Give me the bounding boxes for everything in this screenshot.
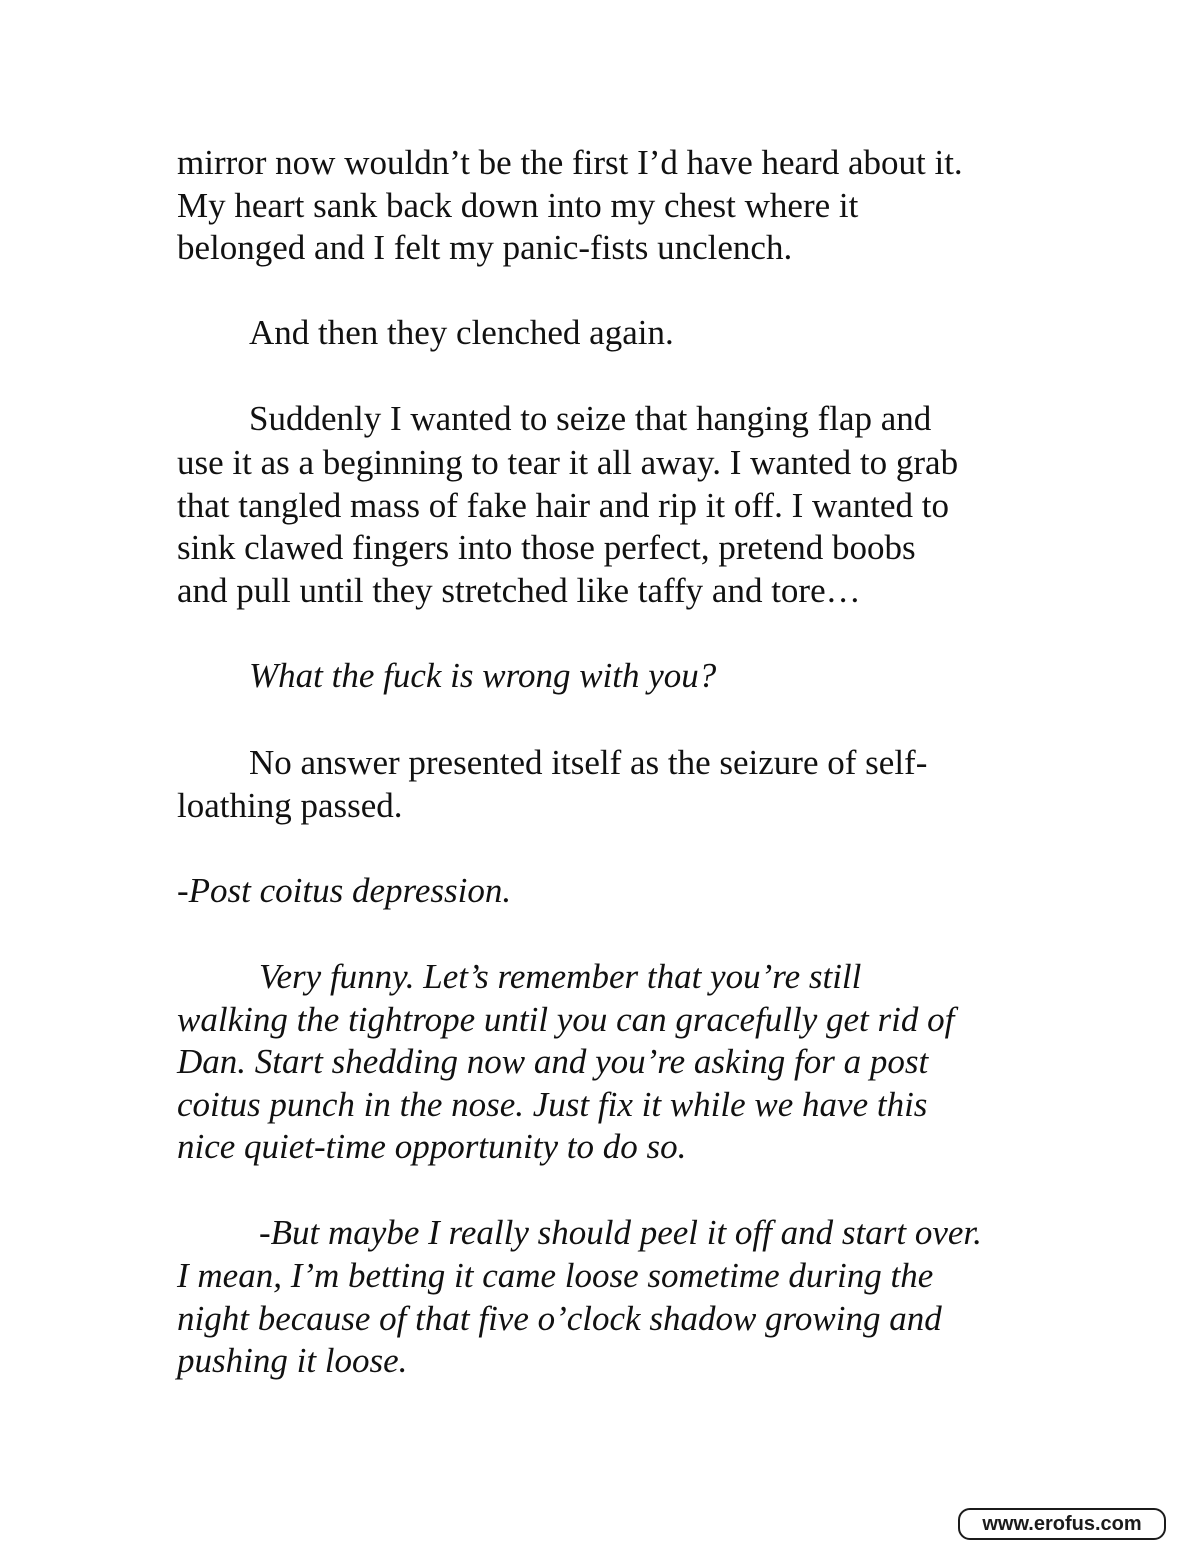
paragraph-8-line-1: -But maybe I really should peel it off and start over. <box>259 1213 982 1252</box>
paragraph-8-line-4: pushing it loose. <box>177 1341 408 1380</box>
paragraph-2-line-1: And then they clenched again. <box>249 313 674 352</box>
paragraph-3-line-3: that tangled mass of fake hair and rip it off. I wanted to <box>177 486 950 525</box>
paragraph-1-line-2: My heart sank back down into my chest where it <box>177 186 859 225</box>
paragraph-6-line-1: -Post coitus depression. <box>177 871 512 910</box>
paragraph-7-line-2: walking the tightrope until you can gracefully get rid of <box>177 1000 955 1039</box>
paragraph-3-line-1: Suddenly I wanted to seize that hanging flap and <box>249 399 932 438</box>
paragraph-1-line-1: mirror now wouldn’t be the first I’d have heard about it. <box>177 143 963 182</box>
paragraph-7-line-4: coitus punch in the nose. Just fix it while we have this <box>177 1085 928 1124</box>
paragraph-7-line-1: Very funny. Let’s remember that you’re still <box>259 957 862 996</box>
paragraph-3-line-5: and pull until they stretched like taffy and tore… <box>177 571 861 610</box>
paragraph-3-line-4: sink clawed fingers into those perfect, pretend boobs <box>177 528 916 567</box>
paragraph-3-line-2: use it as a beginning to tear it all away. I wanted to grab <box>177 443 959 482</box>
paragraph-4-line-1: What the fuck is wrong with you? <box>249 656 717 695</box>
paragraph-5-line-1: No answer presented itself as the seizure of self- <box>249 743 928 782</box>
paragraph-8-line-3: night because of that five o’clock shadow growing and <box>177 1299 942 1338</box>
watermark-badge: www.erofus.com <box>958 1508 1166 1540</box>
paragraph-1-line-3: belonged and I felt my panic-fists unclench. <box>177 228 793 267</box>
paragraph-5-line-2: loathing passed. <box>177 786 403 825</box>
paragraph-8-line-2: I mean, I’m betting it came loose sometime during the <box>177 1256 934 1295</box>
paragraph-7-line-3: Dan. Start shedding now and you’re asking for a post <box>177 1042 929 1081</box>
paragraph-7-line-5: nice quiet-time opportunity to do so. <box>177 1127 687 1166</box>
